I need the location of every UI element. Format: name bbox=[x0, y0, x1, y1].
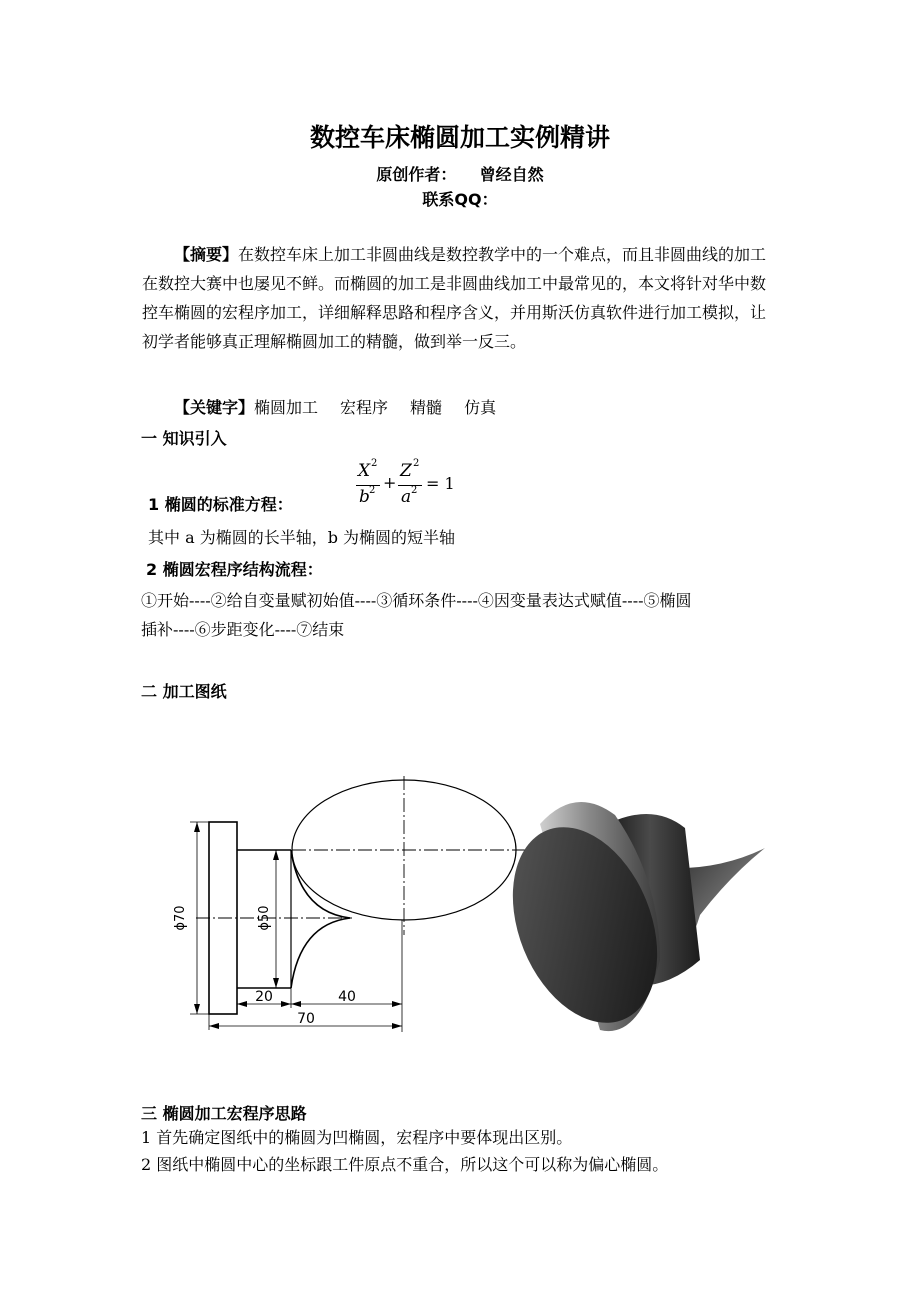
formula-z: Z bbox=[400, 461, 412, 481]
author-name: 曾经自然 bbox=[479, 165, 544, 184]
formula-z-exp: 2 bbox=[413, 458, 420, 469]
keyword-1: 椭圆加工 bbox=[254, 398, 319, 417]
macro-flow-line-2: 插补----⑥步距变化----⑦结束 bbox=[141, 620, 345, 639]
formula-x: X bbox=[358, 461, 371, 481]
formula-b-exp: 2 bbox=[369, 485, 376, 496]
section1-heading: 一 知识引入 bbox=[141, 429, 227, 448]
macro-flow-line-1: ①开始----②给自变量赋初始值----③循环条件----④因变量表达式赋值----⑤椭圆 bbox=[141, 591, 692, 610]
section3-heading: 三 椭圆加工宏程序思路 bbox=[141, 1104, 307, 1123]
contact-line: 联系QQ： bbox=[422, 190, 498, 209]
formula-equals-one: = 1 bbox=[426, 474, 455, 493]
section3-item-2: 2 图纸中椭圆中心的坐标跟工件原点不重合，所以这个可以称为偏心椭圆。 bbox=[141, 1155, 669, 1174]
section2-heading: 二 加工图纸 bbox=[141, 682, 227, 701]
dim-text-20: 20 bbox=[255, 989, 273, 1005]
section3-item-1: 1 首先确定图纸中的椭圆为凹椭圆，宏程序中要体现出区别。 bbox=[141, 1128, 573, 1147]
abstract-text: 在数控车床上加工非圆曲线是数控教学中的一个难点，而且非圆曲线的加工在数控大赛中也屡见不鲜。而椭圆的加工是非圆曲线加工中最常见的，本文将针对华中数控车椭圆的宏程序加工，详细解释思路和程序含义，并用斯沃仿真软件进行加工模拟，让初学者能够真正理解椭圆加工的精髓，做到举一反三。 bbox=[142, 245, 767, 351]
formula-x-exp: 2 bbox=[371, 458, 378, 469]
formula-a: a bbox=[401, 487, 412, 507]
equation-label: 1 椭圆的标准方程： bbox=[148, 495, 293, 514]
keywords-label: 【关键字】 bbox=[174, 398, 255, 417]
document-title: 数控车床椭圆加工实例精讲 bbox=[309, 123, 610, 152]
dim-text-phi50: ϕ50 bbox=[257, 905, 272, 931]
keyword-3: 精髓 bbox=[410, 398, 443, 417]
dim-text-40: 40 bbox=[338, 989, 356, 1005]
keyword-2: 宏程序 bbox=[340, 398, 389, 417]
macro-flow-label: 2 椭圆宏程序结构流程： bbox=[146, 560, 323, 579]
author-label: 原创作者： bbox=[376, 165, 457, 184]
dim-text-phi70: ϕ70 bbox=[173, 905, 188, 931]
formula-plus: + bbox=[383, 473, 397, 492]
abstract-label: 【摘要】 bbox=[174, 245, 239, 264]
dim-text-70: 70 bbox=[297, 1011, 315, 1027]
formula-a-exp: 2 bbox=[411, 485, 418, 496]
axes-note: 其中 a 为椭圆的长半轴，b 为椭圆的短半轴 bbox=[148, 528, 456, 547]
keyword-4: 仿真 bbox=[464, 398, 497, 417]
formula-b: b bbox=[359, 487, 370, 507]
